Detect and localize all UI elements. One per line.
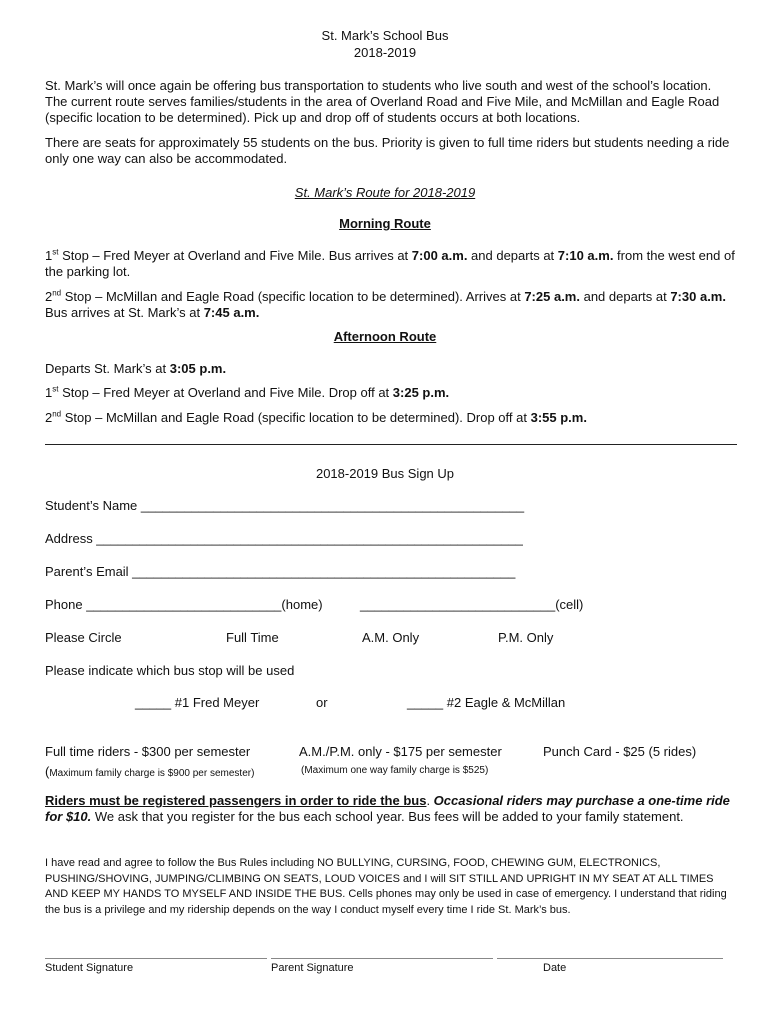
stop-option-eagle-mcmillan[interactable]: _____ #2 Eagle & McMillan <box>407 695 566 710</box>
parent-email-field[interactable]: Parent’s Email _____________________________________________________ <box>45 564 516 579</box>
stop-prompt: Please indicate which bus stop will be used <box>45 663 295 678</box>
morning-stop-1: 1st Stop – Fred Meyer at Overland and Five Mile. Bus arrives at 7:00 a.m. and departs at 7:10 a.m. from the west end of the parking lot. <box>45 247 735 279</box>
registration-notice: Riders must be registered passengers in order to ride the bus. Occasional riders may purchase a one-time ride for $10. We ask that you register for the bus each school year. Bus fees will be added to your family statement. <box>45 793 730 824</box>
parent-signature-label: Parent Signature <box>271 962 354 974</box>
date-line[interactable] <box>497 958 723 959</box>
intro-paragraph-1: St. Mark’s will once again be offering bus transportation to students who live south and west of the school’s location. The current route serves families/students in the area of Overland Road and Five Mile, and McMillan and Eagle Road (specific location to be determined). Pick up and drop off of students occurs at both locations. <box>45 78 720 125</box>
afternoon-stop-2: 2nd Stop – McMillan and Eagle Road (specific location to be determined). Drop off at 3:55 p.m. <box>45 409 587 425</box>
option-pm-only[interactable]: P.M. Only <box>498 630 554 645</box>
afternoon-route-heading: Afternoon Route <box>333 329 437 344</box>
parent-signature-line[interactable] <box>271 958 493 959</box>
stop-or-label: or <box>316 695 328 710</box>
student-signature-label: Student Signature <box>45 962 134 974</box>
morning-stop-2: 2nd Stop – McMillan and Eagle Road (specific location to be determined). Arrives at 7:25 a.m. and departs at 7:30 a.m. Bus arrives at St. Mark’s at 7:45 a.m. <box>45 288 726 320</box>
address-field[interactable]: Address ___________________________________________________________ <box>45 531 523 546</box>
doc-year: 2018-2019 <box>353 45 417 60</box>
phone-cell-field[interactable]: ___________________________(cell) <box>360 597 584 612</box>
phone-home-field[interactable]: Phone ___________________________(home) <box>45 597 323 612</box>
fee-one-way-note: (Maximum one way family charge is $525) <box>301 765 489 776</box>
fee-one-way: A.M./P.M. only - $175 per semester <box>299 744 502 759</box>
doc-title: St. Mark’s School Bus <box>321 28 449 43</box>
option-am-only[interactable]: A.M. Only <box>362 630 420 645</box>
fee-full-time-note: (Maximum family charge is $900 per semester) <box>45 764 255 779</box>
section-divider <box>45 444 737 445</box>
route-heading: St. Mark’s Route for 2018-2019 <box>294 185 476 200</box>
please-circle-label: Please Circle <box>45 630 122 645</box>
stop-option-fred-meyer[interactable]: _____ #1 Fred Meyer <box>135 695 260 710</box>
rules-agreement: I have read and agree to follow the Bus Rules including NO BULLYING, CURSING, FOOD, CHEWING GUM, ELECTRONICS, PUSHING/SHOVING, JUMPING/CLIMBING ON SEATS, LOUD VOICES and I will SIT STILL AND UPRIGHT IN MY SEAT AT ALL TIMES AND KEEP MY HANDS TO MYSELF AND INSIDE THE BUS. Cells phones may only be used in case of emergency. I understand that riding the bus is a privilege and my ridership depends on the way I conduct myself every time I ride St. Mark’s bus. <box>45 857 727 916</box>
student-signature-line[interactable] <box>45 958 267 959</box>
option-full-time[interactable]: Full Time <box>226 630 279 645</box>
fee-full-time: Full time riders - $300 per semester <box>45 744 251 759</box>
signup-title: 2018-2019 Bus Sign Up <box>315 466 455 481</box>
date-label: Date <box>543 962 567 974</box>
afternoon-stop-1: 1st Stop – Fred Meyer at Overland and Five Mile. Drop off at 3:25 p.m. <box>45 384 450 400</box>
fee-punch-card: Punch Card - $25 (5 rides) <box>543 744 697 759</box>
morning-route-heading: Morning Route <box>339 216 431 231</box>
student-name-field[interactable]: Student’s Name _____________________________________________________ <box>45 498 525 513</box>
intro-paragraph-2: There are seats for approximately 55 students on the bus. Priority is given to full time riders but students needing a ride only one way can also be accommodated. <box>45 135 730 166</box>
afternoon-depart: Departs St. Mark’s at 3:05 p.m. <box>45 361 227 376</box>
